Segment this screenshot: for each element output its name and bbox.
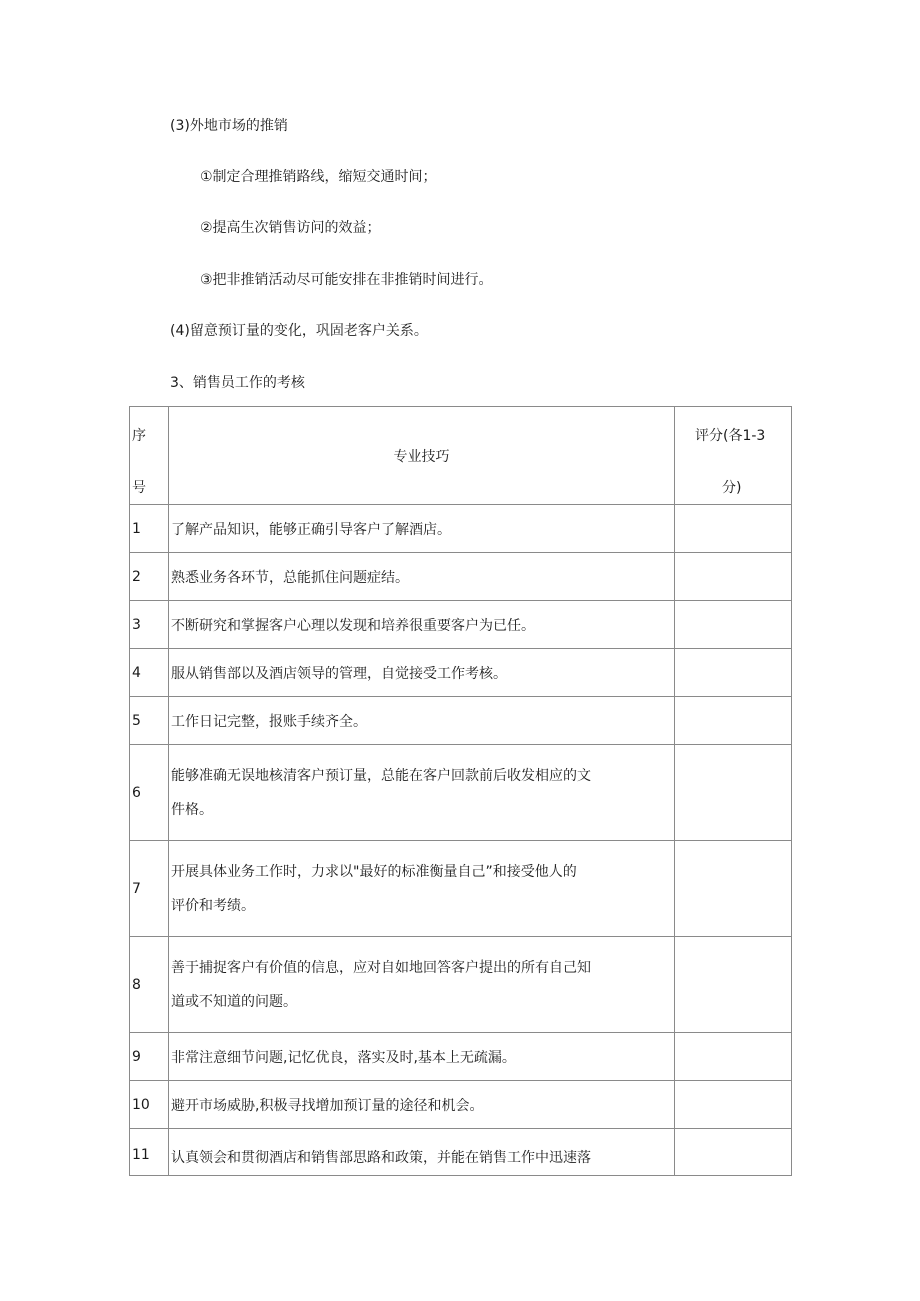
row-skill-line2: 道或不知道的问题。 xyxy=(171,993,297,1010)
table-header-row xyxy=(130,407,792,505)
table-row xyxy=(130,1081,792,1129)
row-skill-line2: 件格。 xyxy=(171,801,213,818)
row-number: 11 xyxy=(130,1129,169,1176)
table-row xyxy=(130,601,792,649)
row-skill xyxy=(169,841,675,937)
row-skill: 熟悉业务各环节，总能抓住问题症结。 xyxy=(169,553,675,601)
row-number: 7 xyxy=(130,841,169,937)
table-row xyxy=(130,649,792,697)
row-skill xyxy=(169,745,675,841)
row-score xyxy=(675,1081,792,1129)
table-row xyxy=(130,505,792,553)
table-row xyxy=(130,937,792,1033)
row-score xyxy=(675,745,792,841)
row-score xyxy=(675,601,792,649)
row-number: 2 xyxy=(130,553,169,601)
section-3-heading: (3)外地市场的推销 xyxy=(170,118,288,134)
header-num-top: 序 xyxy=(132,428,146,444)
row-score xyxy=(675,1129,792,1176)
row-skill-line2: 评价和考绩。 xyxy=(171,897,255,914)
header-skill: 专业技巧 xyxy=(169,407,675,505)
header-num-bottom: 号 xyxy=(132,480,146,496)
row-number: 5 xyxy=(130,697,169,745)
row-skill-line1: 开展具体业务工作时，力求以"最好的标准衡量自己”和接受他人的 xyxy=(171,863,577,880)
row-skill-line1: 善于捕捉客户有价值的信息，应对自如地回答客户提出的所有自己知 xyxy=(171,959,591,976)
table-row xyxy=(130,697,792,745)
assessment-table xyxy=(129,406,792,1176)
row-score xyxy=(675,841,792,937)
row-number: 6 xyxy=(130,745,169,841)
row-number: 9 xyxy=(130,1033,169,1081)
section-4-heading: (4)留意预订量的变化，巩固老客户关系。 xyxy=(170,323,428,339)
row-skill: 服从销售部以及酒店领导的管理，自觉接受工作考核。 xyxy=(169,649,675,697)
row-skill-line1: 能够准确无误地核清客户预订量，总能在客户回款前后收发相应的文 xyxy=(171,767,591,784)
header-num-cell xyxy=(130,407,169,505)
row-score xyxy=(675,505,792,553)
row-skill: 工作日记完整，报账手续齐全。 xyxy=(169,697,675,745)
table-row xyxy=(130,1033,792,1081)
row-skill: 避开市场威胁,积极寻找增加预订量的途径和机会。 xyxy=(169,1081,675,1129)
row-score xyxy=(675,553,792,601)
row-score xyxy=(675,697,792,745)
row-number: 1 xyxy=(130,505,169,553)
row-number: 4 xyxy=(130,649,169,697)
row-score xyxy=(675,937,792,1033)
assessment-title: 3、销售员工作的考核 xyxy=(170,375,305,391)
table-row xyxy=(130,553,792,601)
row-skill: 认真领会和贯彻酒店和销售部思路和政策，并能在销售工作中迅速落 xyxy=(169,1129,675,1176)
header-score-line2: 分) xyxy=(722,480,742,496)
table-row xyxy=(130,745,792,841)
list-item: ③把非推销活动尽可能安排在非推销时间进行。 xyxy=(200,272,493,288)
row-number: 10 xyxy=(130,1081,169,1129)
row-number: 3 xyxy=(130,601,169,649)
row-score xyxy=(675,649,792,697)
row-score xyxy=(675,1033,792,1081)
list-item: ②提高生次销售访问的效益； xyxy=(200,220,381,236)
row-skill: 不断研究和掌握客户心理以发现和培养很重要客户为已任。 xyxy=(169,601,675,649)
table-row xyxy=(130,841,792,937)
row-skill: 了解产品知识，能够正确引导客户了解酒店。 xyxy=(169,505,675,553)
list-item: ①制定合理推销路线，缩短交通时间； xyxy=(200,169,437,185)
row-skill xyxy=(169,937,675,1033)
header-score-line1: 评分(各1-3 xyxy=(695,428,766,444)
row-skill: 非常注意细节问题,记忆优良，落实及时,基本上无疏漏。 xyxy=(169,1033,675,1081)
header-score-cell xyxy=(675,407,792,505)
row-number: 8 xyxy=(130,937,169,1033)
table-row xyxy=(130,1129,792,1176)
